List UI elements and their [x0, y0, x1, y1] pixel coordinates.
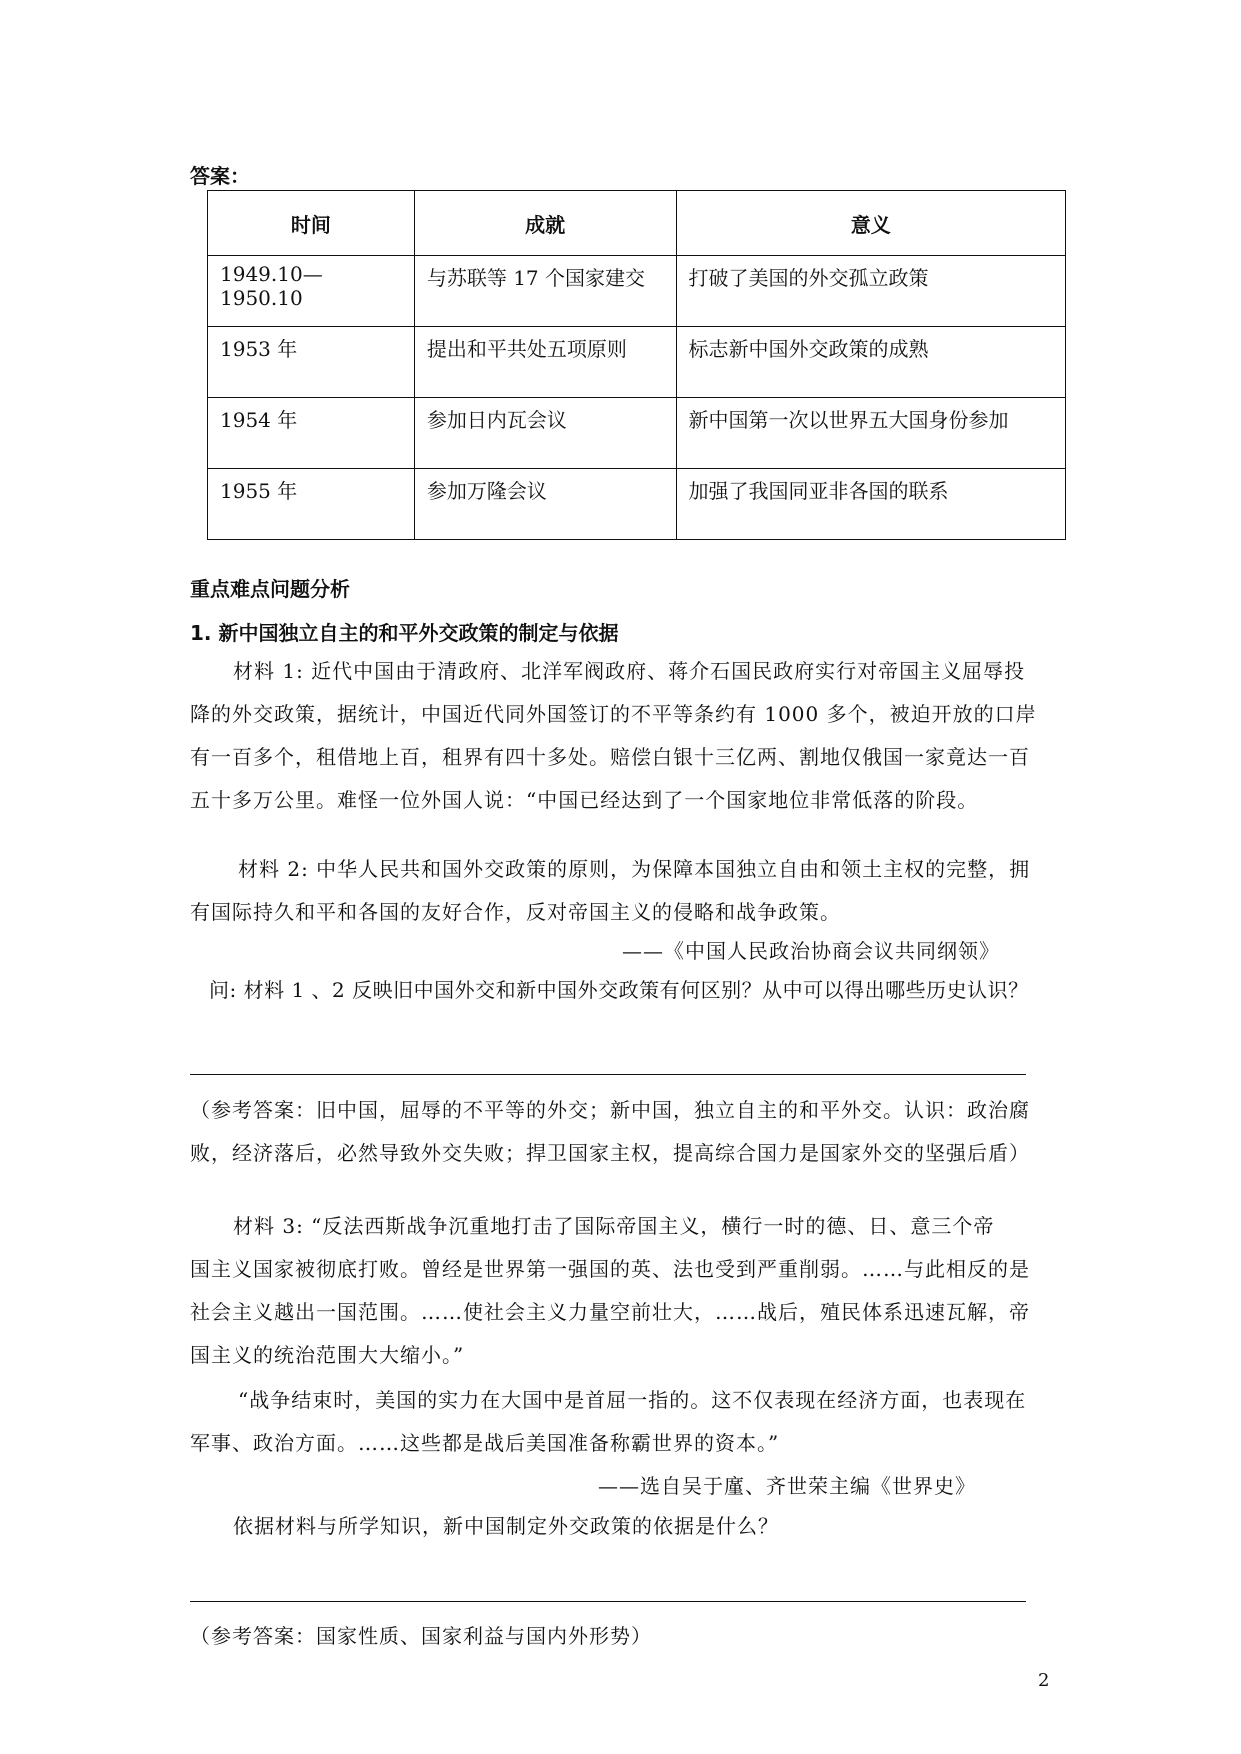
answer-line [190, 1601, 1026, 1602]
page-number: 2 [1038, 1670, 1050, 1691]
cell-time: 1954 年 [208, 398, 415, 469]
question-2-text: 依据材料与所学知识，新中国制定外交政策的依据是什么？ [233, 1514, 779, 1538]
material-1-line: 降的外交政策，据统计，中国近代同外国签订的不平等条约有 1000 多个，被迫开放的口岸 [190, 702, 1037, 726]
cell-significance: 标志新中国外交政策的成熟 [676, 327, 1065, 398]
table-header-row [208, 191, 1066, 256]
cell-significance: 打破了美国的外交孤立政策 [676, 256, 1065, 327]
cell-achievement: 参加万隆会议 [414, 469, 676, 540]
question-1-title: 1. 新中国独立自主的和平外交政策的制定与依据 [190, 621, 619, 645]
table-row [208, 469, 1066, 540]
material-3-line: 国主义国家被彻底打败。曾经是世界第一强国的英、法也受到严重削弱。……与此相反的是 [190, 1257, 1030, 1281]
reference-answer-1-line: 败，经济落后，必然导致外交失败；捍卫国家主权，提高综合国力是国家外交的坚强后盾） [190, 1141, 1030, 1165]
material-3b-line: “战争结束时，美国的实力在大国中是首屈一指的。这不仅表现在经济方面，也表现在 [238, 1388, 1027, 1412]
material-1-line: 有一百多个，租借地上百，租界有四十多处。赔偿白银十三亿两、割地仅俄国一家竟达一百 [190, 745, 1030, 769]
material-3-source: ——选自吴于廑、齐世荣主编《世界史》 [598, 1474, 976, 1498]
material-1-line: 五十多万公里。难怪一位外国人说：“中国已经达到了一个国家地位非常低落的阶段。 [190, 788, 979, 812]
material-3-line: 国主义的统治范围大大缩小。” [190, 1343, 465, 1367]
cell-achievement: 提出和平共处五项原则 [414, 327, 676, 398]
material-2-line: 有国际持久和平和各国的友好合作，反对帝国主义的侵略和战争政策。 [190, 900, 841, 924]
answer-label: 答案： [190, 164, 250, 188]
header-significance: 意义 [676, 191, 1065, 256]
header-achievement: 成就 [414, 191, 676, 256]
material-2-source: ——《中国人民政治协商会议共同纲领》 [622, 939, 1000, 963]
table-row [208, 327, 1066, 398]
cell-time: 1953 年 [208, 327, 415, 398]
cell-time: 1955 年 [208, 469, 415, 540]
question-1-text: 问: 材料 1 、2 反映旧中国外交和新中国外交政策有何区别？从中可以得出哪些历史认识？ [209, 978, 1029, 1002]
material-1-line: 材料 1: 近代中国由于清政府、北洋军阀政府、蒋介石国民政府实行对帝国主义屈辱投 [233, 659, 1026, 683]
section-title: 重点难点问题分析 [190, 577, 350, 601]
header-time: 时间 [208, 191, 415, 256]
cell-achievement: 与苏联等 17 个国家建交 [414, 256, 676, 327]
cell-achievement: 参加日内瓦会议 [414, 398, 676, 469]
answer-line [190, 1074, 1026, 1075]
reference-answer-1-line: （参考答案：旧中国，屈辱的不平等的外交；新中国，独立自主的和平外交。认识：政治腐 [190, 1098, 1030, 1122]
cell-significance: 加强了我国同亚非各国的联系 [676, 469, 1065, 540]
material-3-line: 社会主义越出一国范围。……使社会主义力量空前壮大，……战后，殖民体系迅速瓦解，帝 [190, 1300, 1030, 1324]
cell-time: 1949.10—1950.10 [208, 256, 415, 327]
material-2-line: 材料 2: 中华人民共和国外交政策的原则，为保障本国独立自由和领土主权的完整，拥 [238, 857, 1031, 881]
table-row [208, 256, 1066, 327]
material-3-line: 材料 3: “反法西斯战争沉重地打击了国际帝国主义，横行一时的德、日、意三个帝 [233, 1214, 995, 1238]
cell-significance: 新中国第一次以世界五大国身份参加 [676, 398, 1065, 469]
answer-table [207, 190, 1066, 540]
reference-answer-2: （参考答案：国家性质、国家利益与国内外形势） [190, 1624, 652, 1648]
table-row [208, 398, 1066, 469]
material-3b-line: 军事、政治方面。……这些都是战后美国准备称霸世界的资本。” [190, 1431, 780, 1455]
